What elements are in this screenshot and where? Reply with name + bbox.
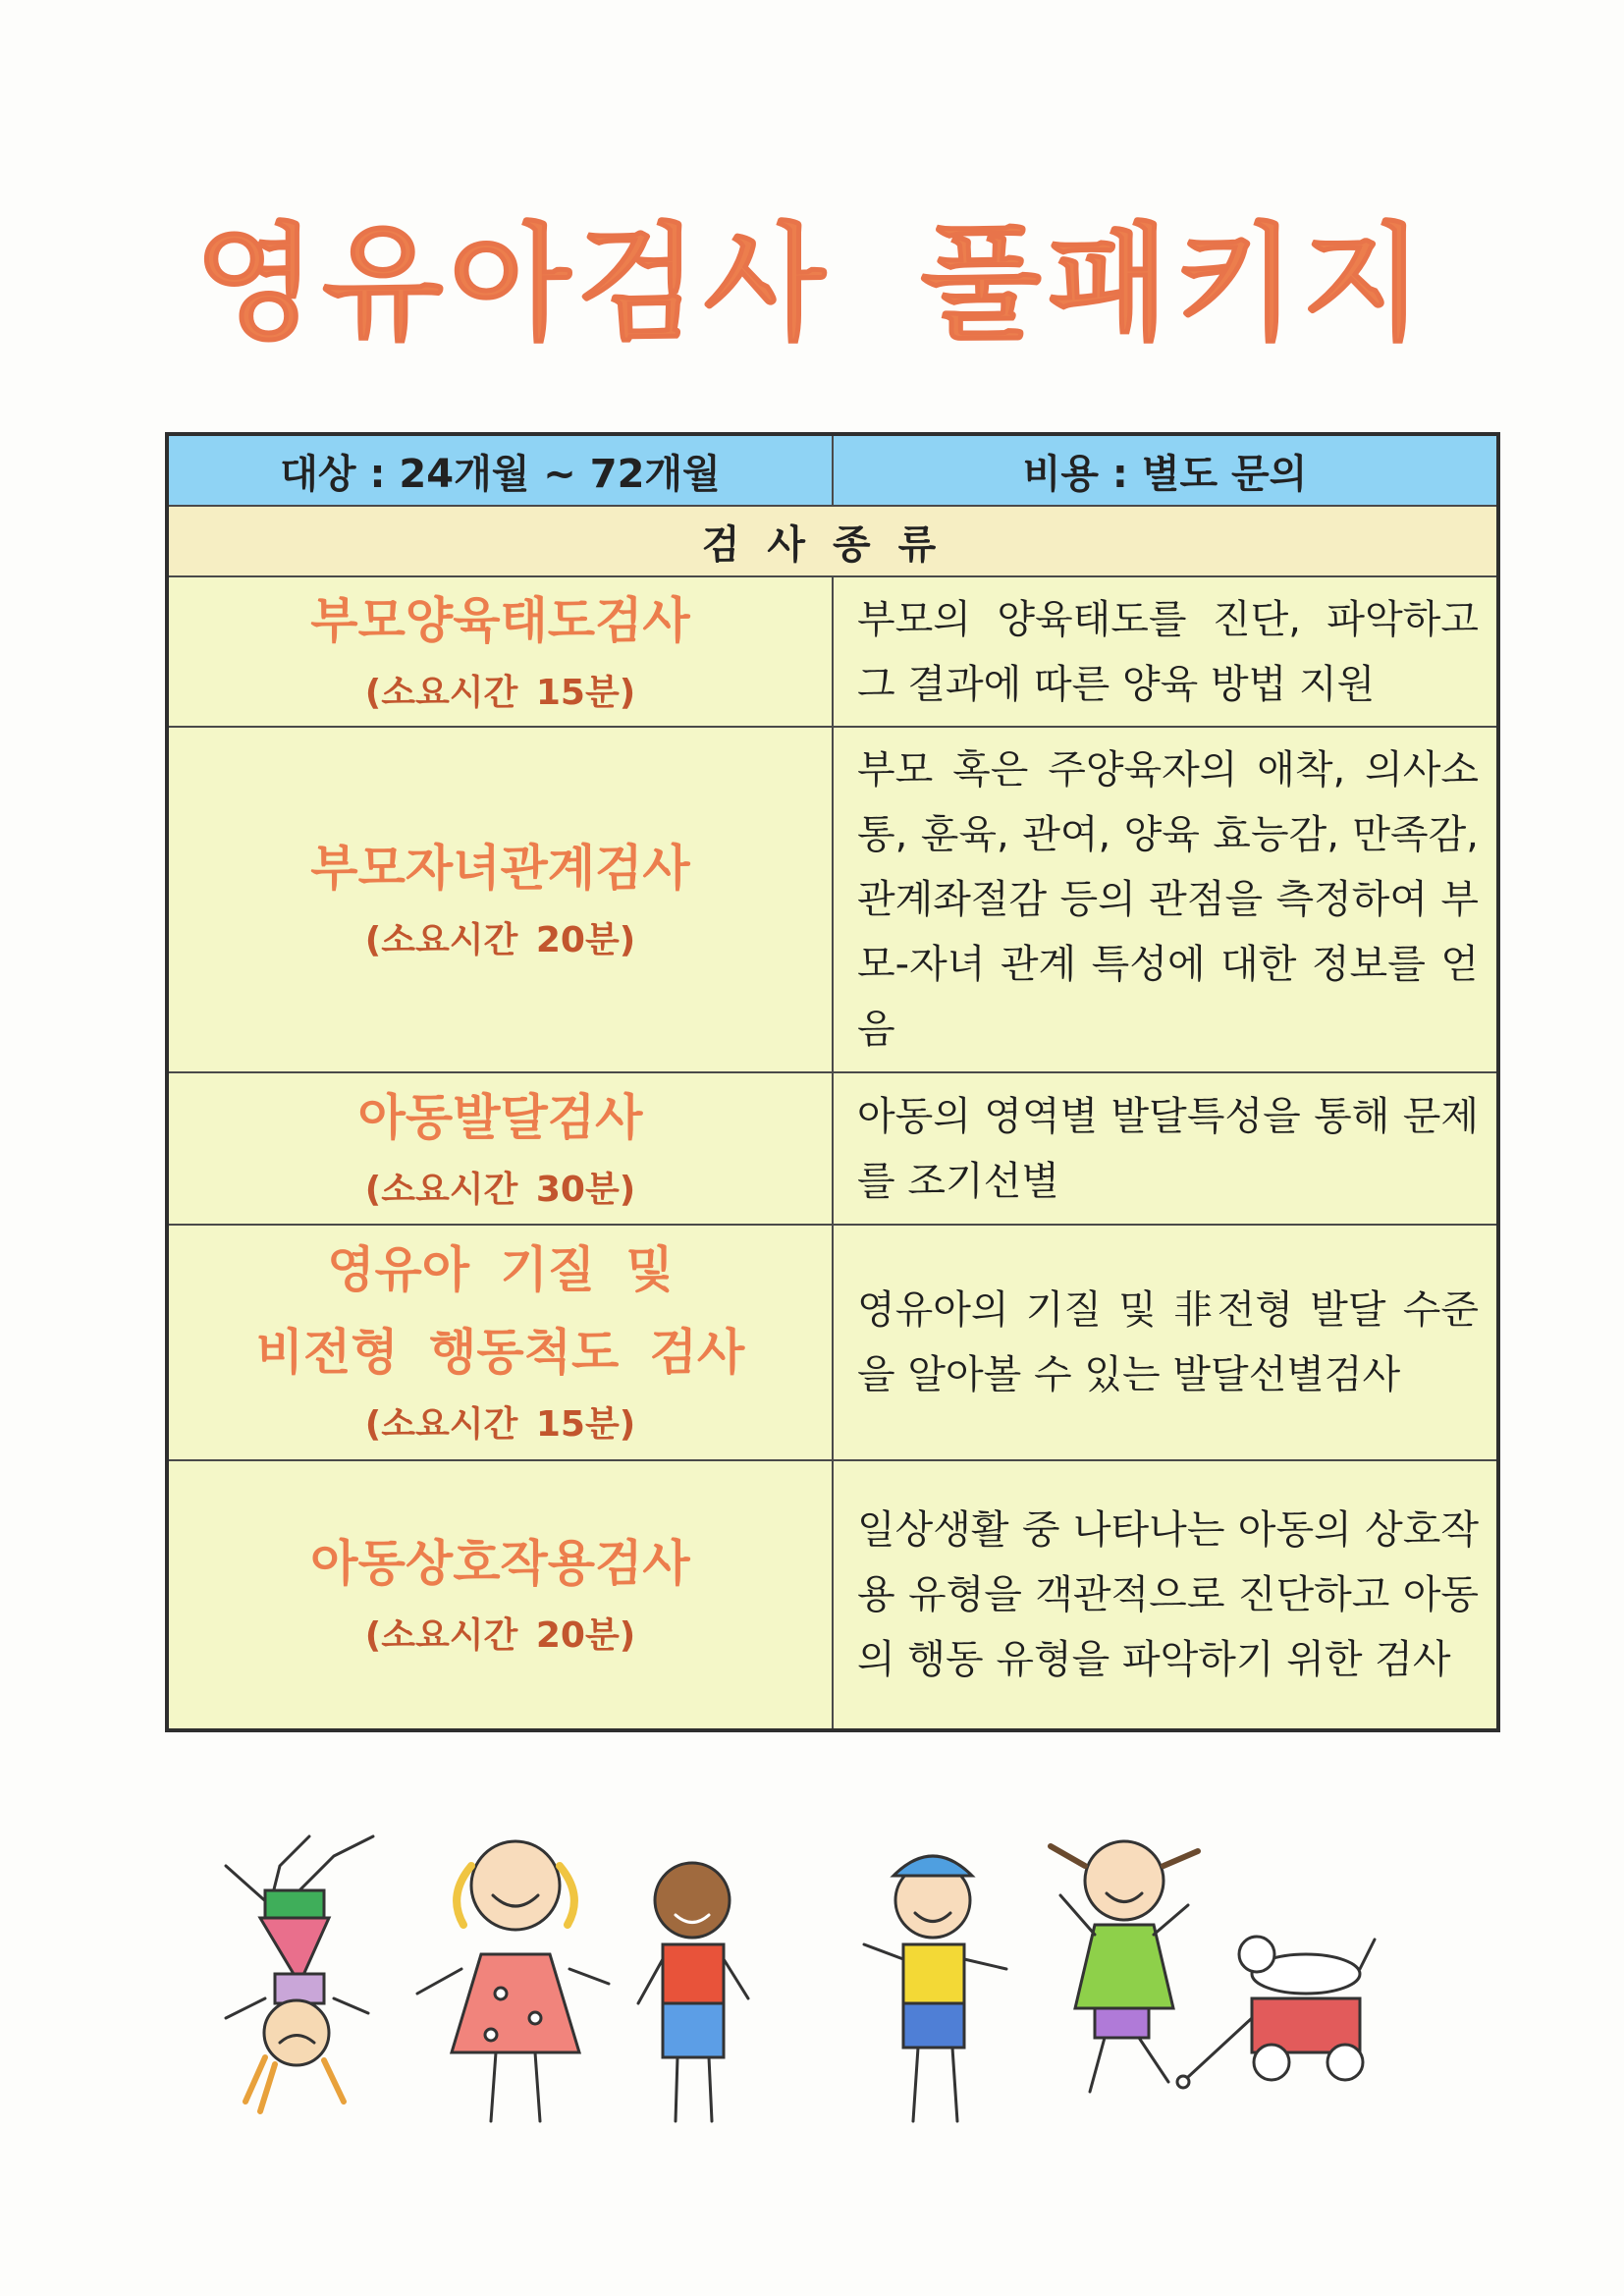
children-illustration (206, 1807, 1453, 2131)
test-duration: (소요시간 15분) (364, 672, 636, 713)
test-name-cell (167, 727, 833, 1072)
test-duration: (소요시간 15분) (364, 1404, 636, 1445)
dog-and-wagon (1177, 1937, 1375, 2088)
test-name: 부모양육태도검사 (310, 591, 690, 649)
header-row (167, 434, 1498, 506)
target-age-cell: 대상 : 24개월 ~ 72개월 (167, 434, 833, 506)
boy-with-cap (864, 1856, 1006, 2121)
page-title: 영유아검사 풀패키지 (194, 211, 1430, 357)
boy-in-overalls (638, 1863, 748, 2121)
test-description: 부모 혹은 주양육자의 애착, 의사소통, 훈육, 관여, 양육 효능감, 만족감, 관계좌절감 등의 관점을 측정하여 부모-자녀 관계 특성에 대한 정보를 얻음 (833, 727, 1498, 1072)
test-name: 비전형 행동척도 검사 (255, 1324, 745, 1381)
test-name-cell (167, 1460, 833, 1730)
test-description: 부모의 양육태도를 진단, 파악하고 그 결과에 따른 양육 방법 지원 (833, 576, 1498, 727)
table-row (167, 1460, 1498, 1730)
types-row (167, 506, 1498, 576)
upside-down-child (226, 1836, 373, 2111)
table-row (167, 727, 1498, 1072)
test-duration: (소요시간 20분) (364, 1615, 636, 1656)
test-description: 영유아의 기질 및 非전형 발달 수준을 알아볼 수 있는 발달선별검사 (833, 1225, 1498, 1460)
test-description: 아동의 영역별 발달특성을 통해 문제를 조기선별 (833, 1072, 1498, 1225)
test-name-cell (167, 576, 833, 727)
test-duration: (소요시간 30분) (364, 1169, 636, 1210)
table-row (167, 576, 1498, 727)
test-description: 일상생활 중 나타나는 아동의 상호작용 유형을 객관적으로 진단하고 아동의 행동 유형을 파악하기 위한 검사 (833, 1460, 1498, 1730)
test-name: 아동상호작용검사 (310, 1535, 690, 1592)
table-row (167, 1072, 1498, 1225)
test-name-cell (167, 1225, 833, 1460)
girl-in-dress (417, 1841, 609, 2121)
test-name: 아동발달검사 (357, 1088, 643, 1146)
table-row (167, 1225, 1498, 1460)
jumping-girl (1051, 1841, 1198, 2092)
test-duration: (소요시간 20분) (364, 920, 636, 960)
test-table (165, 432, 1500, 1732)
test-name: 영유아 기질 및 (327, 1241, 674, 1298)
types-label: 검사종류 (167, 506, 1498, 576)
cost-cell: 비용 : 별도 문의 (833, 434, 1498, 506)
test-name: 부모자녀관계검사 (310, 840, 690, 897)
test-name-cell (167, 1072, 833, 1225)
